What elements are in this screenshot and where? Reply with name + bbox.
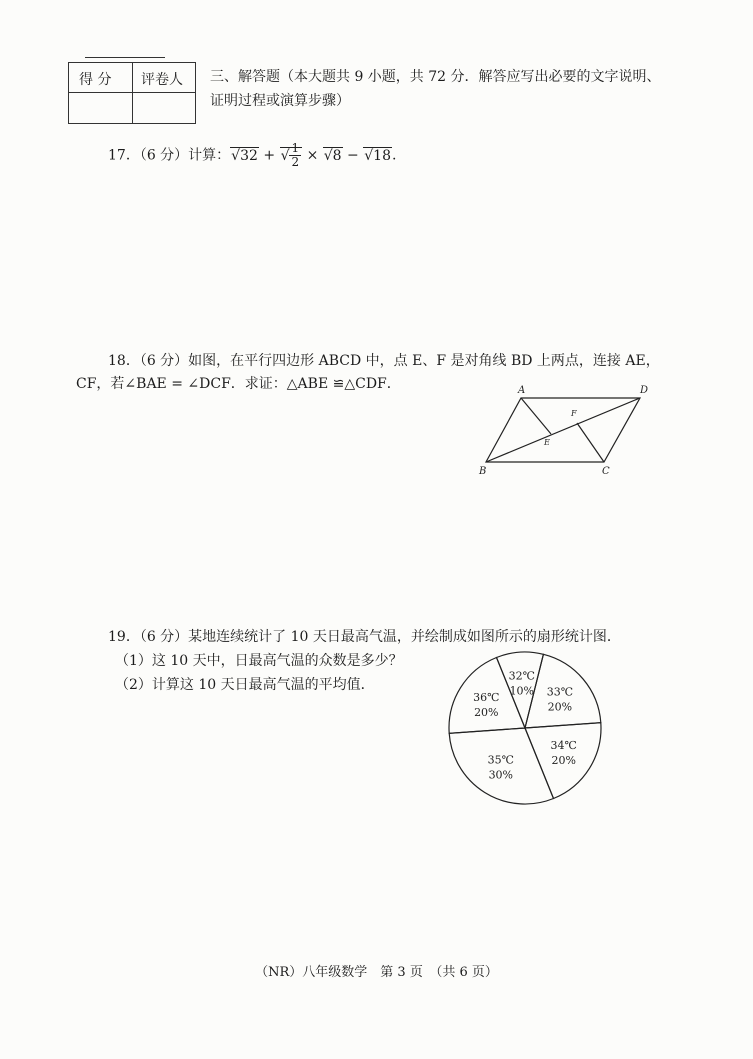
label-f: F (571, 409, 577, 418)
pie-percent-label: 30% (488, 768, 514, 782)
q17-times: × (302, 147, 323, 164)
temperature-pie-chart (440, 650, 610, 810)
score-box-divider (69, 92, 195, 93)
section-title: 三、解答题（本大题共 9 小题，共 72 分．解答应写出必要的文字说明、 (210, 69, 661, 85)
score-box (68, 62, 196, 124)
question-19-sub2: （2）计算这 10 天日最高气温的平均值． (115, 677, 375, 693)
score-box-top-bar (85, 57, 165, 58)
q17-root-8: √8 (323, 147, 342, 164)
q17-frac-den: 2 (291, 155, 300, 169)
score-label: 得 分 (79, 72, 112, 88)
pie-percent-label: 10% (509, 684, 535, 698)
q17-minus: − (342, 147, 364, 164)
q17-root-18: √18 (364, 147, 391, 164)
pie-category-label: 33℃ (546, 685, 574, 699)
question-19-line1: 19．（6 分）某地连续统计了 10 天日最高气温，并绘制成如图所示的扇形统计图． (108, 629, 621, 645)
label-e: E (544, 438, 550, 447)
q17-root-32: √32 (231, 147, 258, 164)
grader-label: 评卷人 (141, 72, 183, 88)
q17-prefix: 17．（6 分）计算： (108, 147, 231, 164)
question-18-line2: CF，若∠BAE = ∠DCF．求证：△ABE ≌△CDF． (76, 376, 401, 392)
segment-ae (521, 398, 551, 434)
label-b: B (479, 466, 487, 477)
question-18-line1: 18．（6 分）如图，在平行四边形 ABCD 中，点 E、F 是对角线 BD 上两点，连接 AE， (108, 353, 660, 369)
label-c: C (602, 466, 610, 477)
pie-category-label: 36℃ (473, 690, 500, 704)
pie-percent-label: 20% (547, 700, 573, 714)
q17-root-half: √ $\frac{1}{2}$ (280, 147, 303, 164)
parallelogram-figure (476, 380, 656, 480)
question-19-sub1: （1）这 10 天中，日最高气温的众数是多少？ (115, 653, 403, 669)
diagonal-bd (486, 398, 640, 462)
score-box-divider (132, 63, 133, 123)
q17-end: . (391, 147, 397, 164)
pie-category-label: 35℃ (487, 753, 514, 767)
q17-plus: + (258, 147, 280, 164)
q17-frac-num: 1 (291, 141, 300, 155)
question-17 (108, 142, 396, 169)
page-footer: （NR）八年级数学 第 3 页 （共 6 页） (255, 965, 498, 980)
pie-category-label: 32℃ (508, 669, 535, 683)
label-a: A (518, 385, 526, 396)
label-d: D (640, 385, 649, 396)
pie-category-label: 34℃ (550, 739, 577, 753)
pie-percent-label: 20% (551, 754, 576, 768)
pie-percent-label: 20% (474, 705, 499, 719)
segment-cf (577, 423, 604, 462)
section-title-cont: 证明过程或演算步骤） (210, 93, 350, 109)
